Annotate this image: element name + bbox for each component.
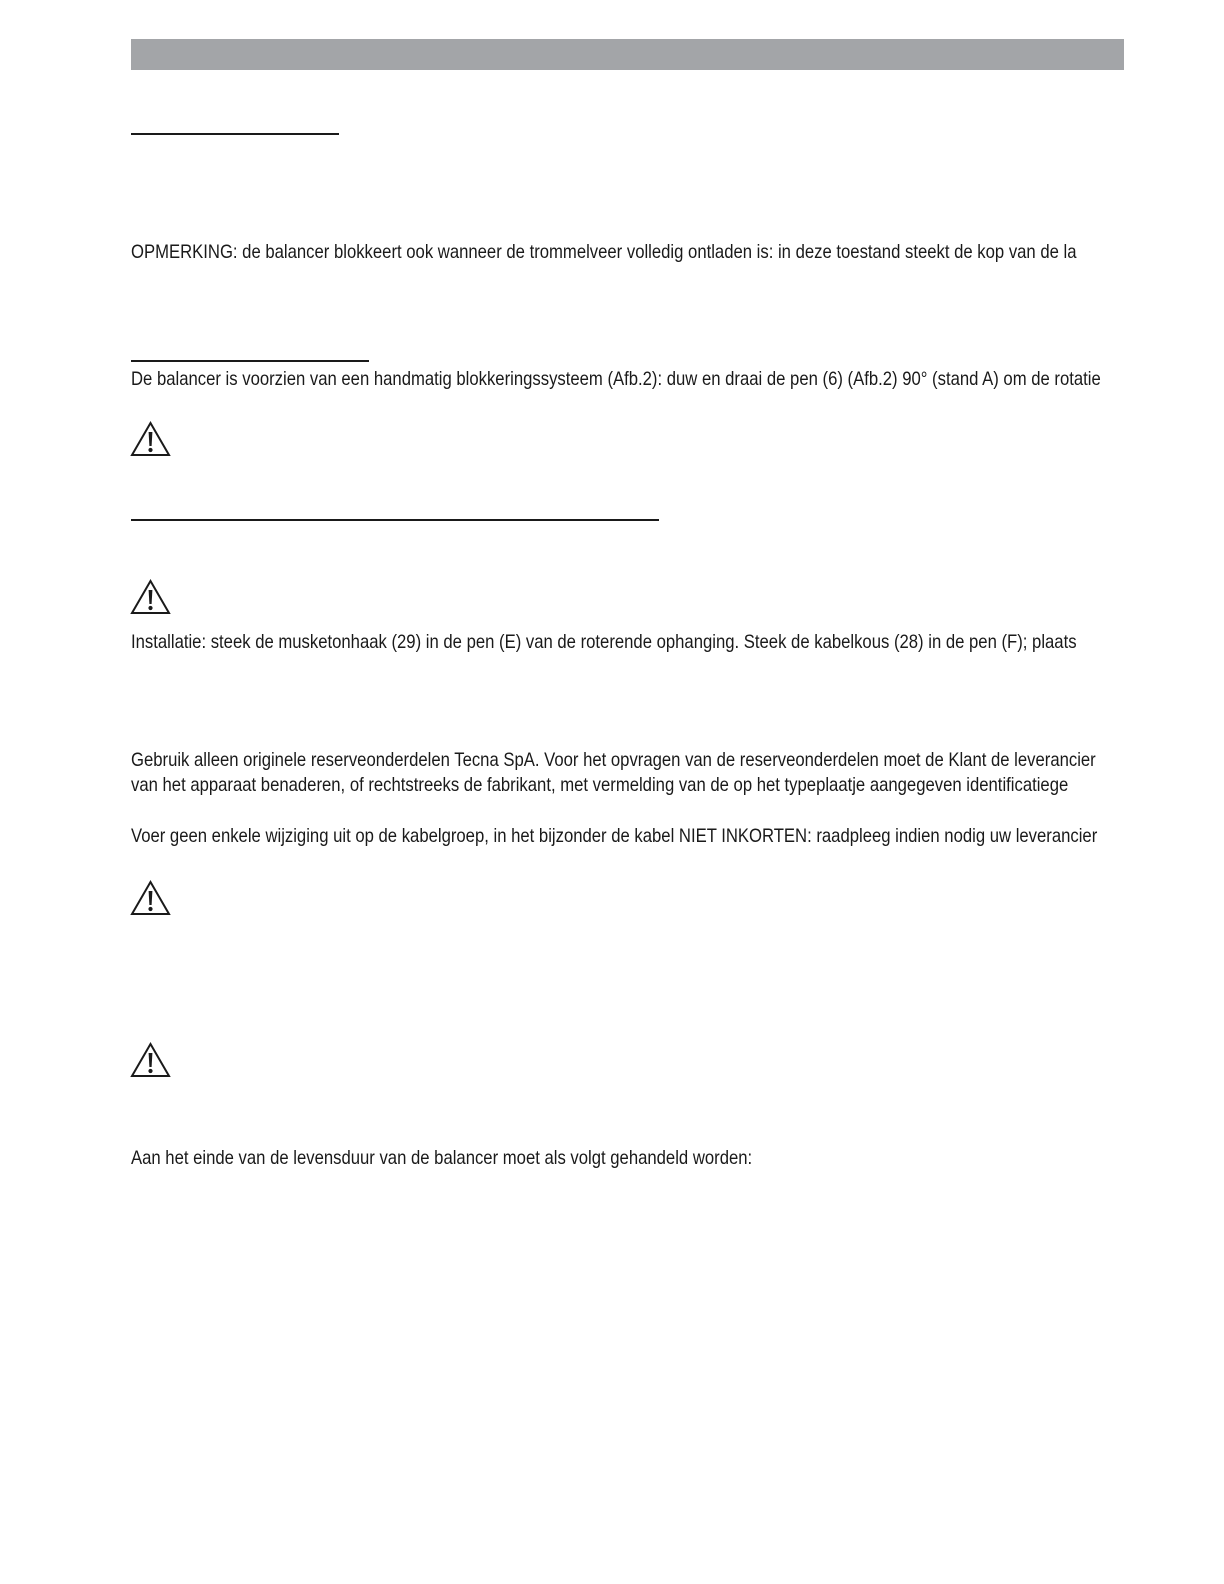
warning-icon <box>130 1042 171 1078</box>
paragraph-reserve-line-1: Gebruik alleen originele reserveonderdelen Tecna SpA. Voor het opvragen van de reserveonderdelen moet de Klant de leverancier <box>131 749 1096 771</box>
warning-icon <box>130 421 171 457</box>
paragraph-installatie: Installatie: steek de musketonhaak (29) in de pen (E) van de roterende ophanging. Steek de kabelkous (28) in de pen (F); plaats <box>131 631 1077 653</box>
paragraph-levensduur: Aan het einde van de levensduur van de balancer moet als volgt gehandeld worden: <box>131 1147 753 1169</box>
section-rule-2 <box>131 360 369 362</box>
header-bar <box>131 39 1124 70</box>
section-rule-1 <box>131 133 339 135</box>
paragraph-wijziging: Voer geen enkele wijziging uit op de kabelgroep, in het bijzonder de kabel NIET INKORTEN: raadpleeg indien nodig uw leverancier <box>131 825 1098 847</box>
paragraph-blokkering: De balancer is voorzien van een handmatig blokkeringssysteem (Afb.2): duw en draai de pen (6) (Afb.2) 90° (stand A) om de rotatie <box>131 368 1101 390</box>
paragraph-opmerking: OPMERKING: de balancer blokkeert ook wanneer de trommelveer volledig ontladen is: in deze toestand steekt de kop van de la <box>131 241 1077 263</box>
section-rule-3 <box>131 519 659 521</box>
warning-icon <box>130 579 171 615</box>
paragraph-reserve-line-2: van het apparaat benaderen, of rechtstreeks de fabrikant, met vermelding van de op het typeplaatje aangegeven identificatiege <box>131 774 1069 796</box>
warning-icon <box>130 880 171 916</box>
